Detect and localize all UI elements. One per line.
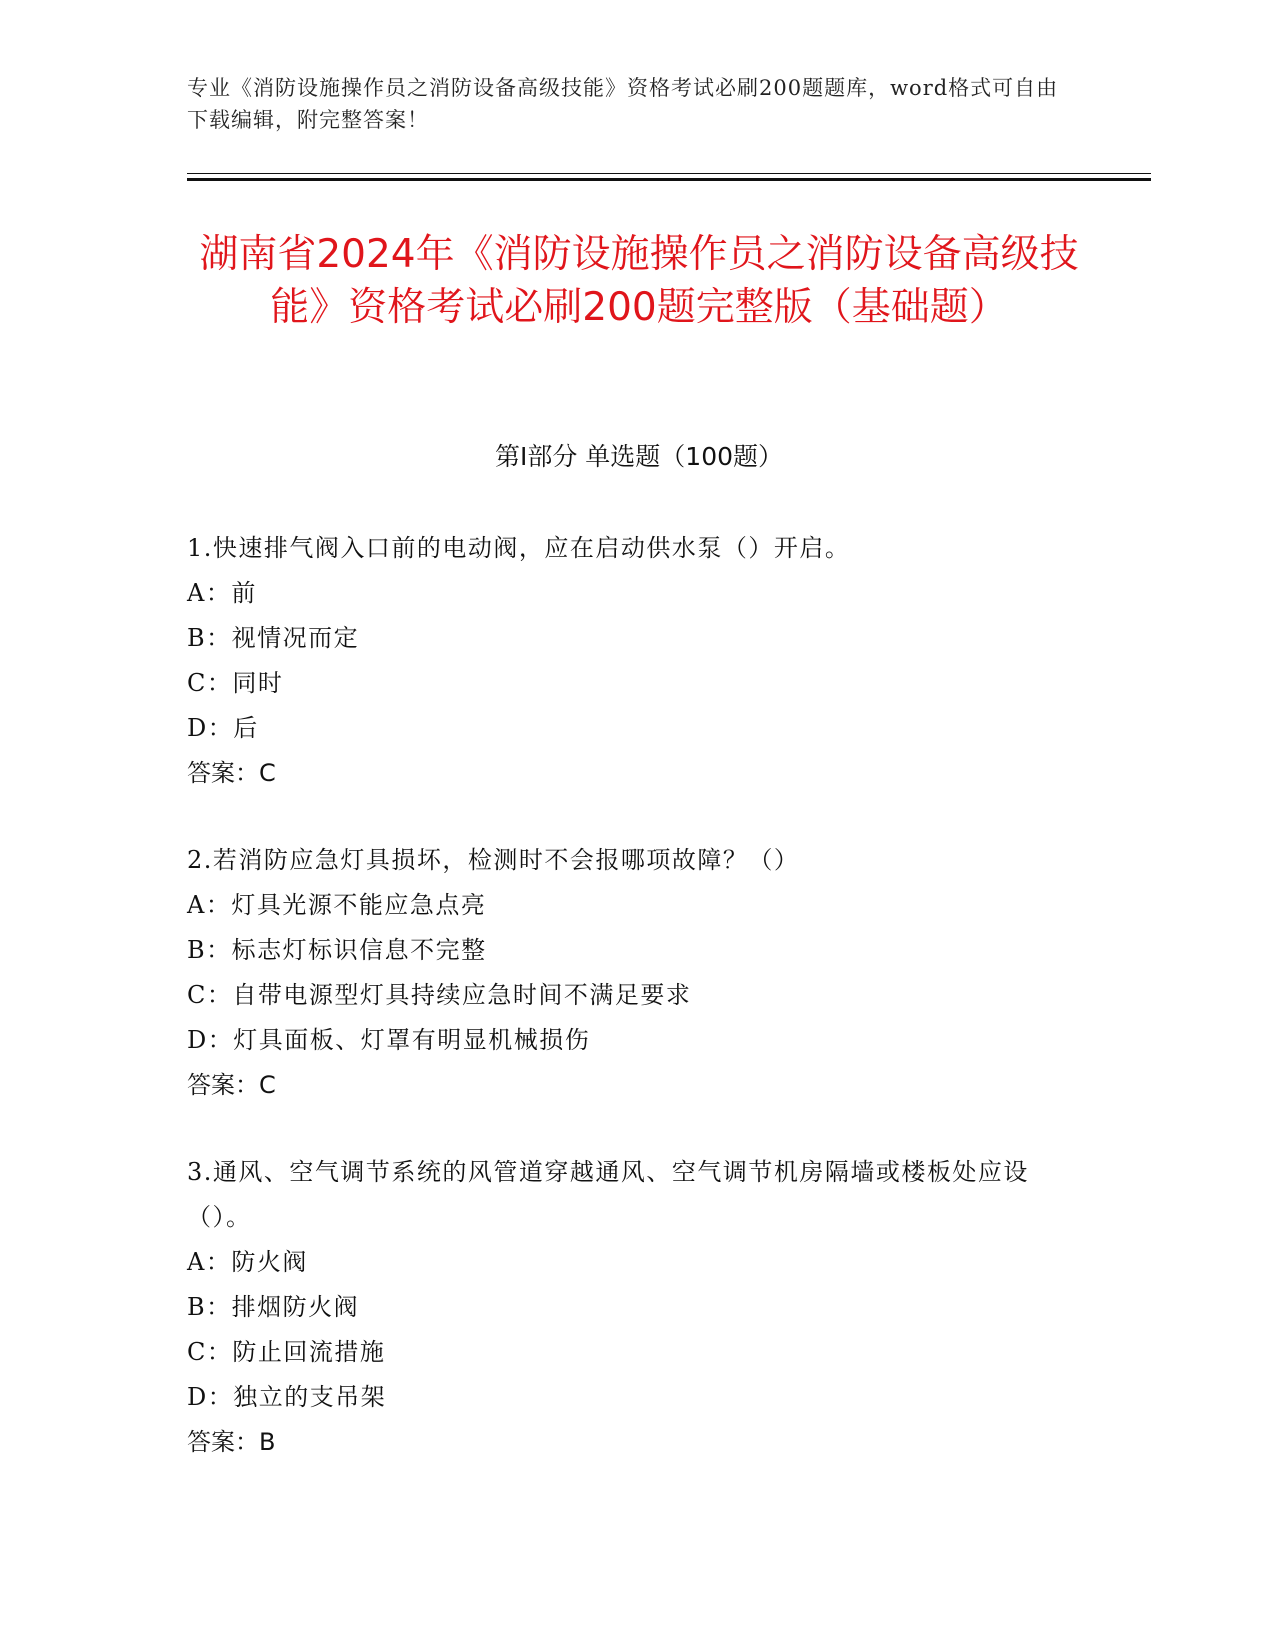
question-stem: 3.通风、空气调节系统的风管道穿越通风、空气调节机房隔墙或楼板处应设（）。 [187, 1158, 1029, 1231]
answer-label: 答案： [187, 1071, 259, 1099]
header-note: 专业《消防设施操作员之消防设备高级技能》资格考试必刷200题题库，word格式可自由下载编辑，附完整答案！ [187, 76, 1059, 132]
option-d: D：独立的支吊架 [187, 1383, 387, 1411]
option-d: D：灯具面板、灯罩有明显机械损伤 [187, 1026, 591, 1054]
option-b: B：排烟防火阀 [187, 1293, 360, 1321]
option-b: B：标志灯标识信息不完整 [187, 936, 487, 964]
document-title: 湖南省2024年《消防设施操作员之消防设备高级技能》资格考试必刷200题完整版（基础题） [199, 232, 1079, 330]
question-item [187, 838, 1087, 1108]
answer-line [187, 751, 1087, 796]
question-list [187, 526, 1087, 1507]
answer-label: 答案： [187, 759, 259, 787]
option-d: D：后 [187, 714, 259, 742]
answer-line [187, 1420, 1087, 1465]
question-item [187, 1150, 1087, 1465]
answer-value: C [259, 759, 276, 787]
option-c: C：防止回流措施 [187, 1338, 386, 1366]
question-stem: 1.快速排气阀入口前的电动阀，应在启动供水泵（）开启。 [187, 534, 851, 562]
option-b: B：视情况而定 [187, 624, 360, 652]
option-c: C：同时 [187, 669, 284, 697]
header-divider-thin [187, 173, 1151, 174]
answer-value: C [259, 1071, 276, 1099]
option-c: C：自带电源型灯具持续应急时间不满足要求 [187, 981, 692, 1009]
answer-label: 答案： [187, 1428, 259, 1456]
answer-value: B [259, 1428, 276, 1456]
option-a: A：防火阀 [187, 1248, 308, 1276]
option-a: A：灯具光源不能应急点亮 [187, 891, 487, 919]
section-title: 第Ⅰ部分 单选题（100题） [494, 442, 784, 471]
answer-line [187, 1063, 1087, 1108]
header-divider-thick [187, 178, 1151, 181]
option-a: A：前 [187, 579, 257, 607]
question-item [187, 526, 1087, 796]
question-stem: 2.若消防应急灯具损坏，检测时不会报哪项故障？（） [187, 846, 800, 874]
